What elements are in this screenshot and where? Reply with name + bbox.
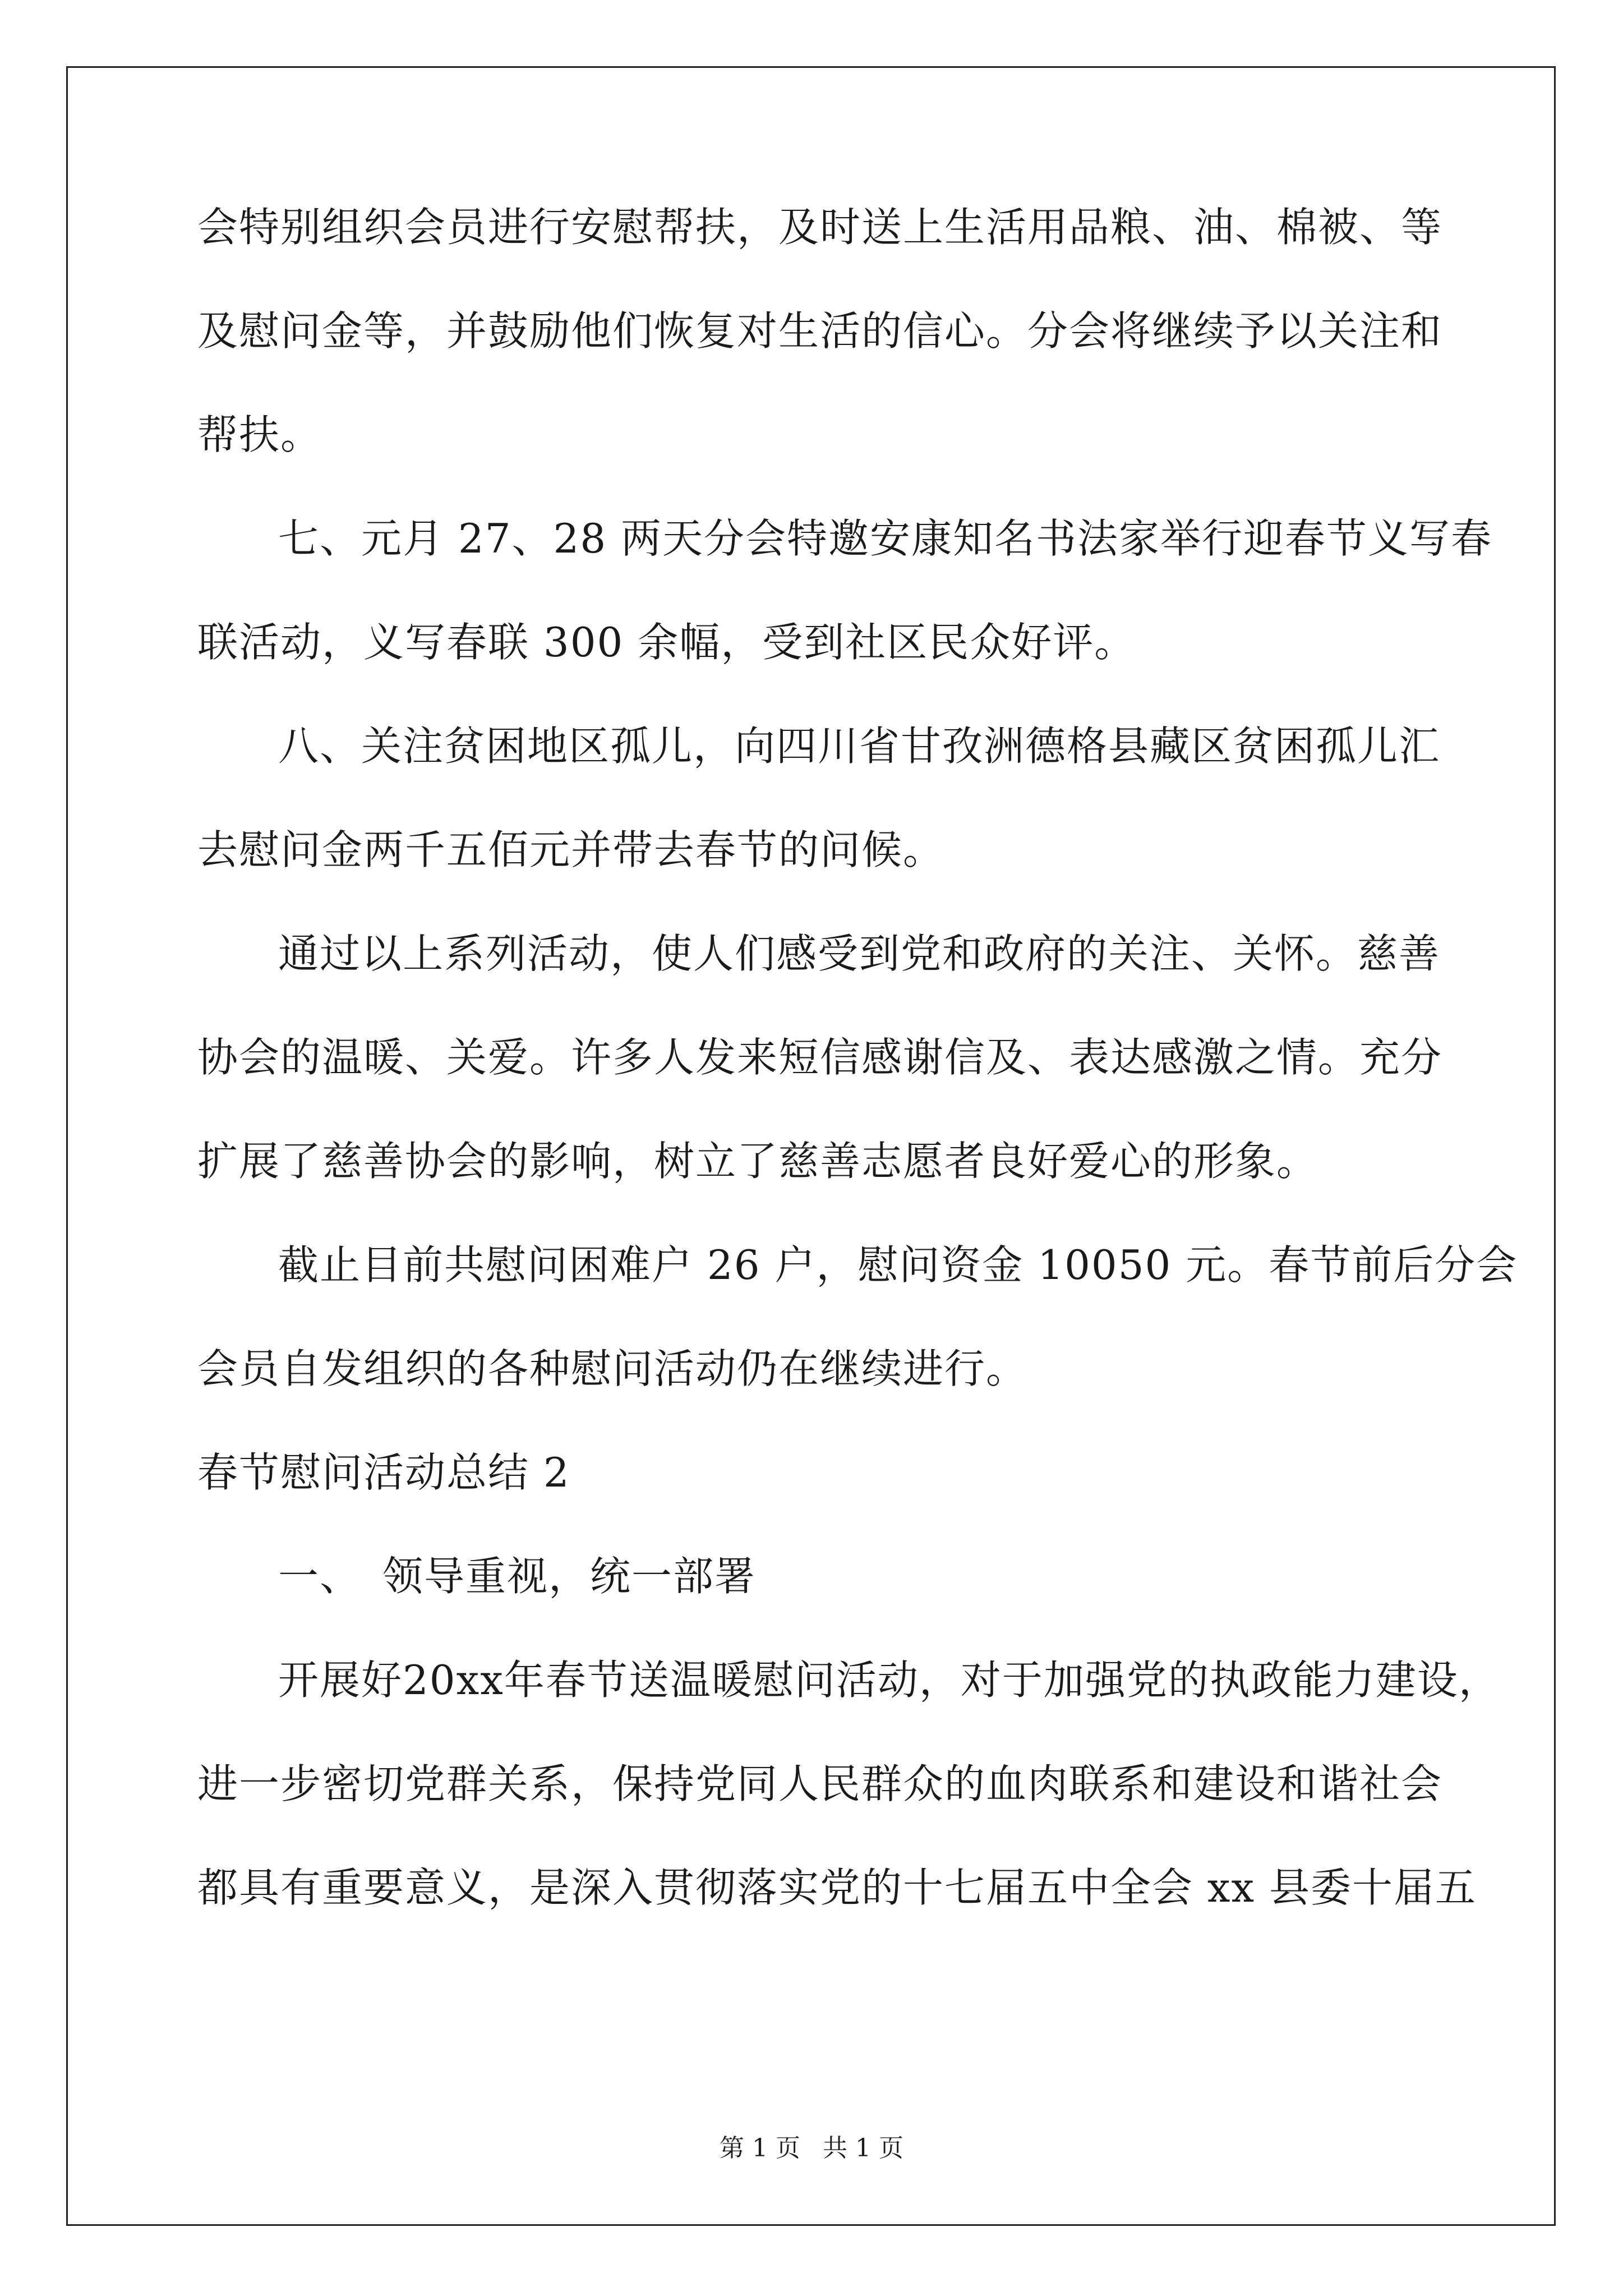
page-total: 共 1 页 <box>823 2134 903 2162</box>
paragraph-line: 八、关注贫困地区孤儿，向四川省甘孜洲德格县藏区贫困孤儿汇 <box>278 723 1441 770</box>
paragraph-line: 截止目前共慰问困难户 26 户，慰问资金 10050 元。春节前后分会 <box>278 1241 1518 1289</box>
page-number: 第 1 页 <box>720 2134 800 2162</box>
section-title: 春节慰问活动总结 2 <box>197 1449 570 1496</box>
paragraph-line: 都具有重要意义，是深入贯彻落实党的十七届五中全会 xx 县委十届五 <box>197 1864 1477 1911</box>
page-footer <box>0 2132 1623 2165</box>
paragraph-line: 会员自发组织的各种慰问活动仍在继续进行。 <box>197 1345 1028 1392</box>
paragraph-line: 帮扶。 <box>197 411 322 458</box>
paragraph-line: 开展好20xx年春节送温暖慰问活动，对于加强党的执政能力建设， <box>278 1657 1500 1704</box>
document-body <box>197 202 1518 1966</box>
paragraph-line: 联活动，义写春联 300 余幅，受到社区民众好评。 <box>197 619 1136 666</box>
paragraph-line: 及慰问金等，并鼓励他们恢复对生活的信心。分会将继续予以关注和 <box>197 307 1443 355</box>
paragraph-line: 通过以上系列活动，使人们感受到党和政府的关注、关怀。慈善 <box>278 930 1441 977</box>
paragraph-line: 进一步密切党群关系，保持党同人民群众的血肉联系和建设和谐社会 <box>197 1760 1443 1807</box>
paragraph-line: 协会的温暖、关爱。许多人发来短信感谢信及、表达感激之情。充分 <box>197 1034 1443 1081</box>
paragraph-line: 会特别组织会员进行安慰帮扶，及时送上生活用品粮、油、棉被、等 <box>197 204 1443 251</box>
paragraph-line: 七、元月 27、28 两天分会特邀安康知名书法家举行迎春节义写春 <box>278 515 1493 562</box>
paragraph-line: 扩展了慈善协会的影响，树立了慈善志愿者良好爱心的形象。 <box>197 1138 1318 1185</box>
subheading: 一、 领导重视，统一部署 <box>278 1553 757 1600</box>
paragraph-line: 去慰问金两千五佰元并带去春节的问候。 <box>197 826 945 873</box>
